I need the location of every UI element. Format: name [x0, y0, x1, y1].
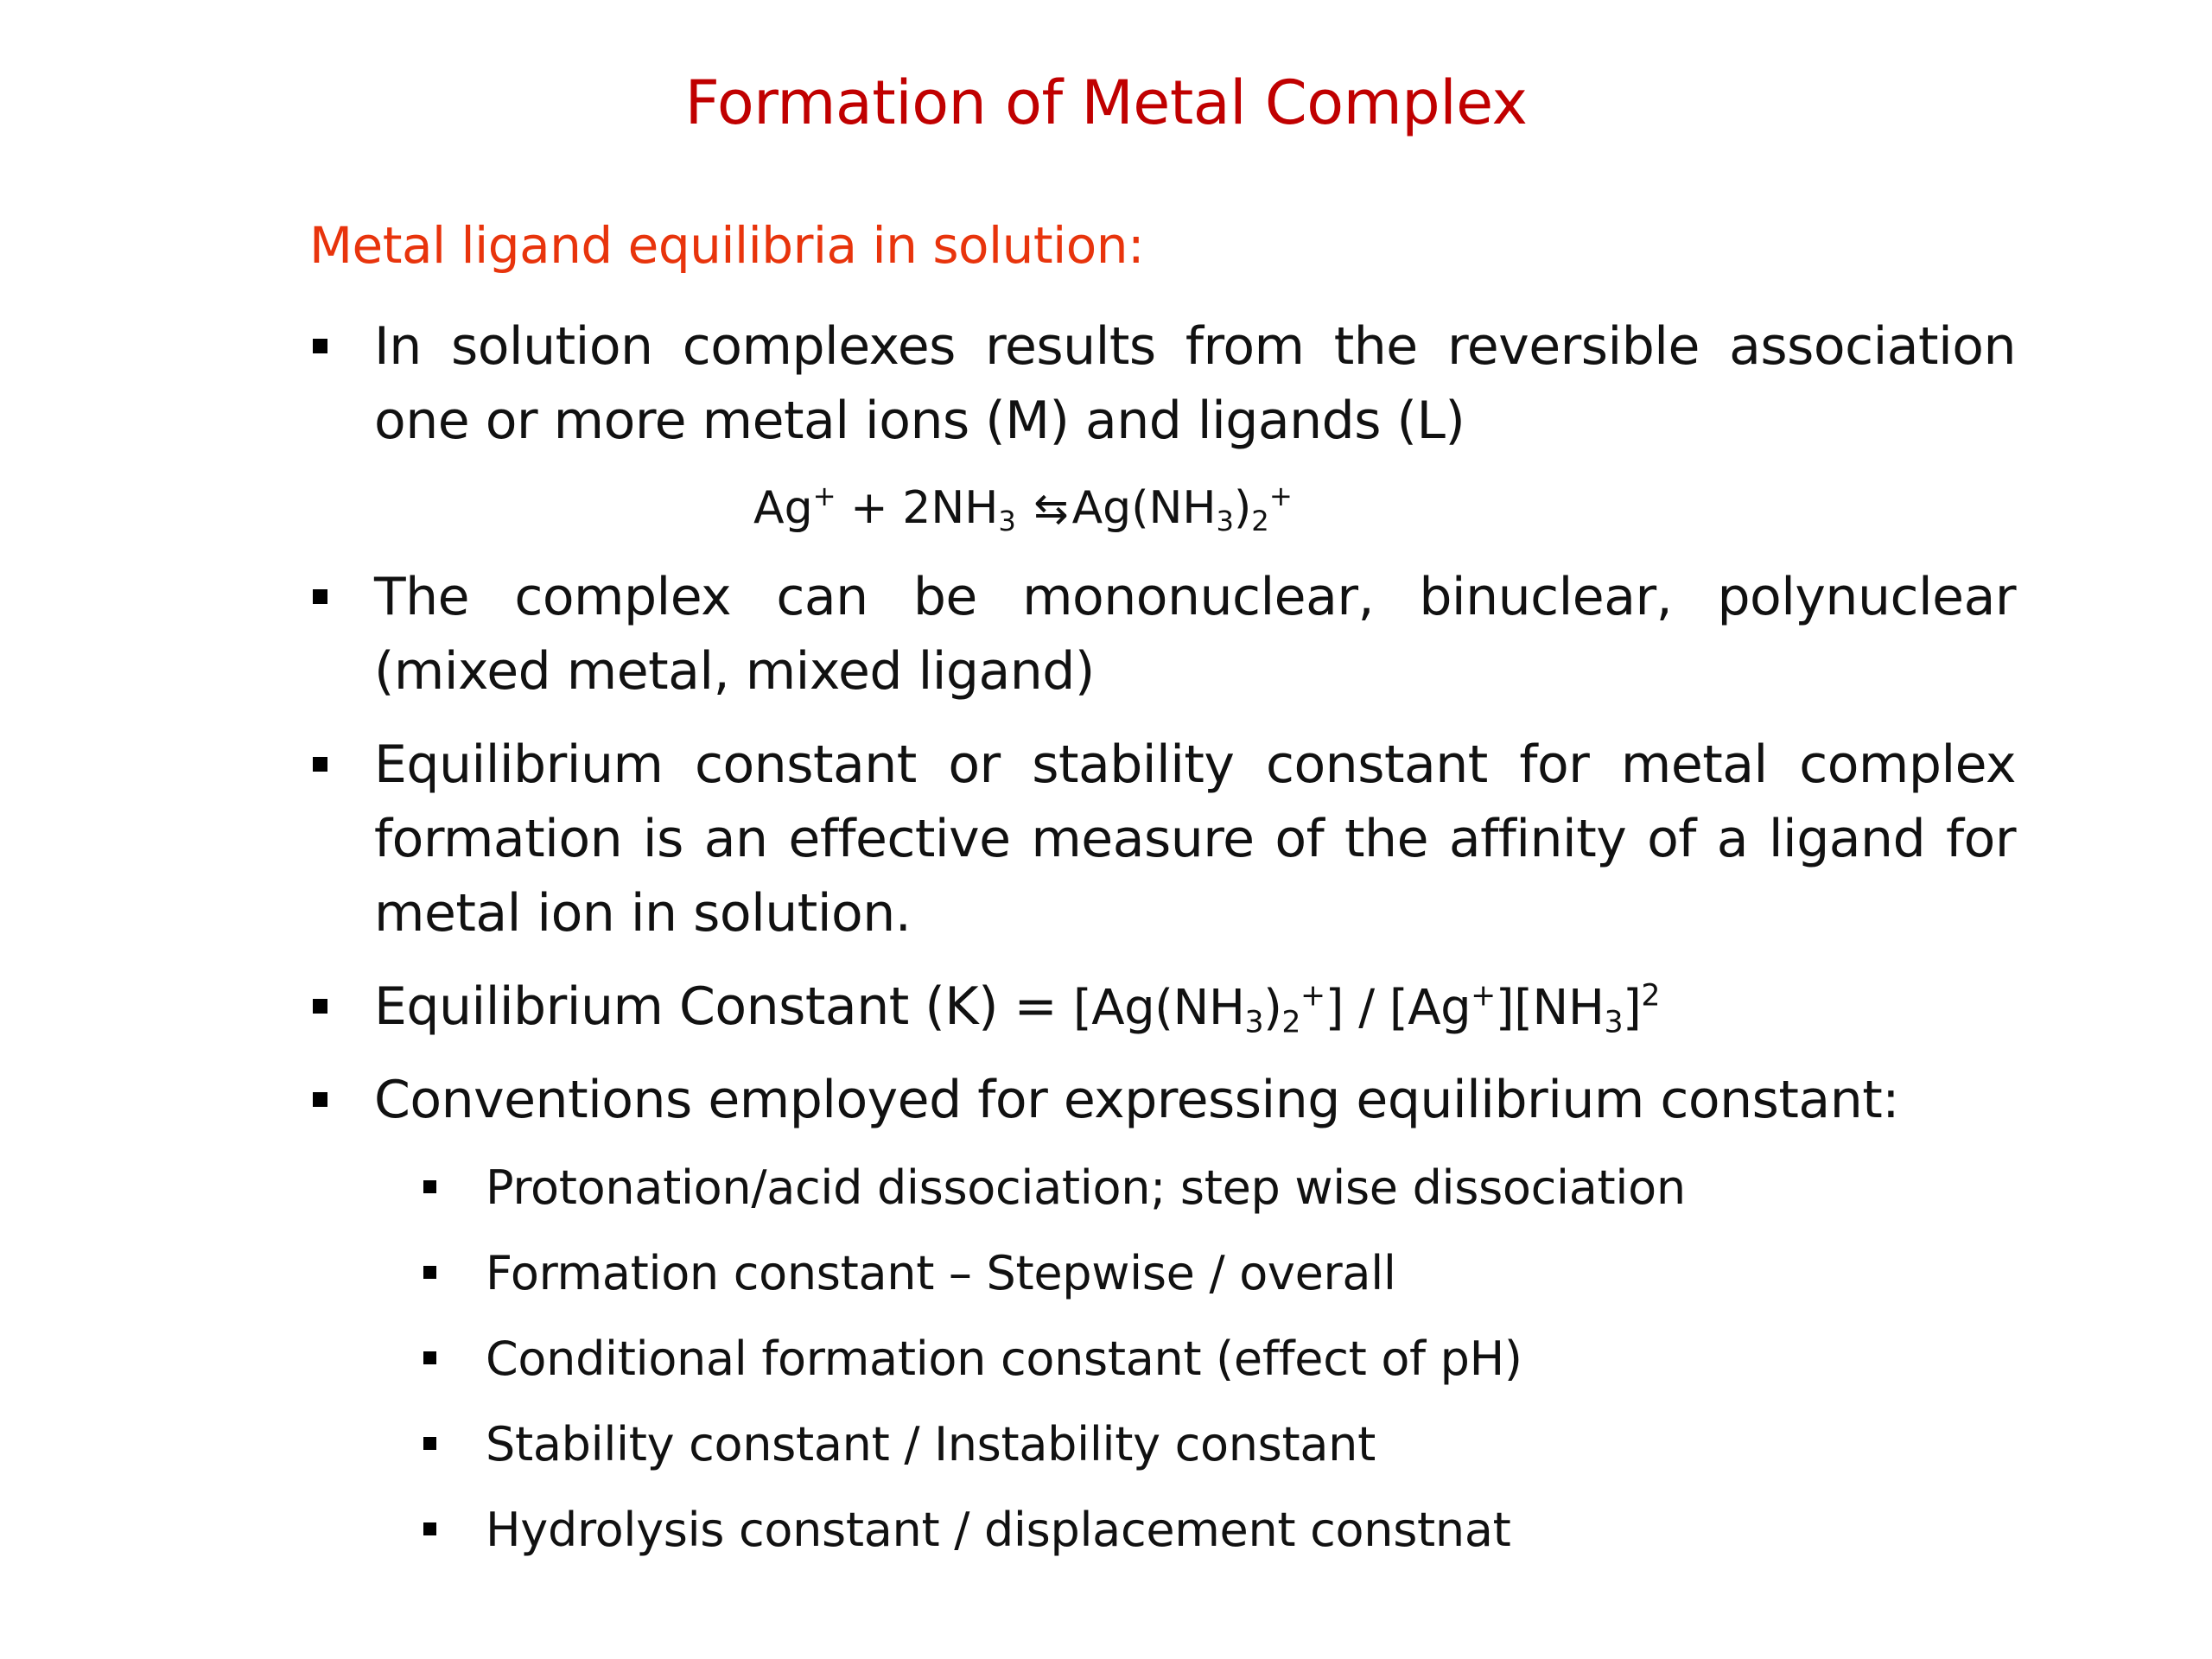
square-bullet-icon — [423, 1522, 436, 1535]
eq-subscript: 2 — [1251, 505, 1269, 538]
slide-title: Formation of Metal Complex — [684, 67, 1528, 138]
bullet-item — [309, 728, 2020, 950]
section-heading: Metal ligand equilibria in solution: — [309, 216, 1145, 275]
bullet-item — [309, 560, 2020, 709]
square-bullet-icon — [313, 589, 327, 604]
bullet-item — [309, 1063, 2020, 1137]
reaction-equation — [753, 474, 1293, 543]
sub-bullet-text: Conditional formation constant (effect of pH) — [486, 1332, 1522, 1386]
bullet-item — [309, 309, 2020, 458]
sub-bullet-text: Stability constant / Instability constant — [486, 1417, 1376, 1471]
eq-subscript: 3 — [1216, 505, 1234, 538]
eq-reactant-ammonia: 2NH — [902, 482, 999, 534]
square-bullet-icon — [313, 1092, 327, 1107]
eq-charge: + — [812, 480, 836, 513]
eq-paren: ) — [1234, 482, 1252, 534]
equilibrium-arrow-icon: ⇆ — [1033, 485, 1069, 533]
bullet-text: In solution complexes results from the reversible association one or more metal ions (M) and ligands (L) — [374, 316, 2016, 451]
bullet-item — [309, 969, 2020, 1044]
sub-bullet-text: Formation constant – Stepwise / overall — [486, 1246, 1396, 1300]
eq-subscript: 3 — [998, 505, 1016, 538]
square-bullet-icon — [313, 339, 327, 353]
square-bullet-icon — [423, 1266, 436, 1279]
bullet-text: Equilibrium constant or stability constant for metal complex formation is an effective measure of the affinity of a ligand for metal ion in solution. — [374, 734, 2016, 944]
square-bullet-icon — [313, 757, 327, 772]
sub-bullet-text: Hydrolysis constant / displacement constnat — [486, 1503, 1511, 1557]
eq-product: Ag(NH — [1071, 482, 1217, 534]
eq-charge: + — [1268, 480, 1293, 513]
eq-plus: + — [850, 482, 888, 534]
k-expression: Equilibrium Constant $(K) = [Ag(NH_3)_2^+] / [Ag^+][NH_3]^2$ — [374, 976, 1660, 1040]
square-bullet-icon — [423, 1180, 436, 1193]
square-bullet-icon — [313, 999, 327, 1014]
eq-reactant-silver: Ag — [753, 482, 813, 534]
square-bullet-icon — [423, 1437, 436, 1450]
sub-bullet-text: Protonation/acid dissociation; step wise dissociation — [486, 1160, 1686, 1215]
square-bullet-icon — [423, 1351, 436, 1364]
bullet-text: The complex can be mononuclear, binuclear, polynuclear (mixed metal, mixed ligand) — [374, 567, 2016, 702]
bullet-text: Conventions employed for expressing equilibrium constant: — [374, 1070, 1899, 1130]
